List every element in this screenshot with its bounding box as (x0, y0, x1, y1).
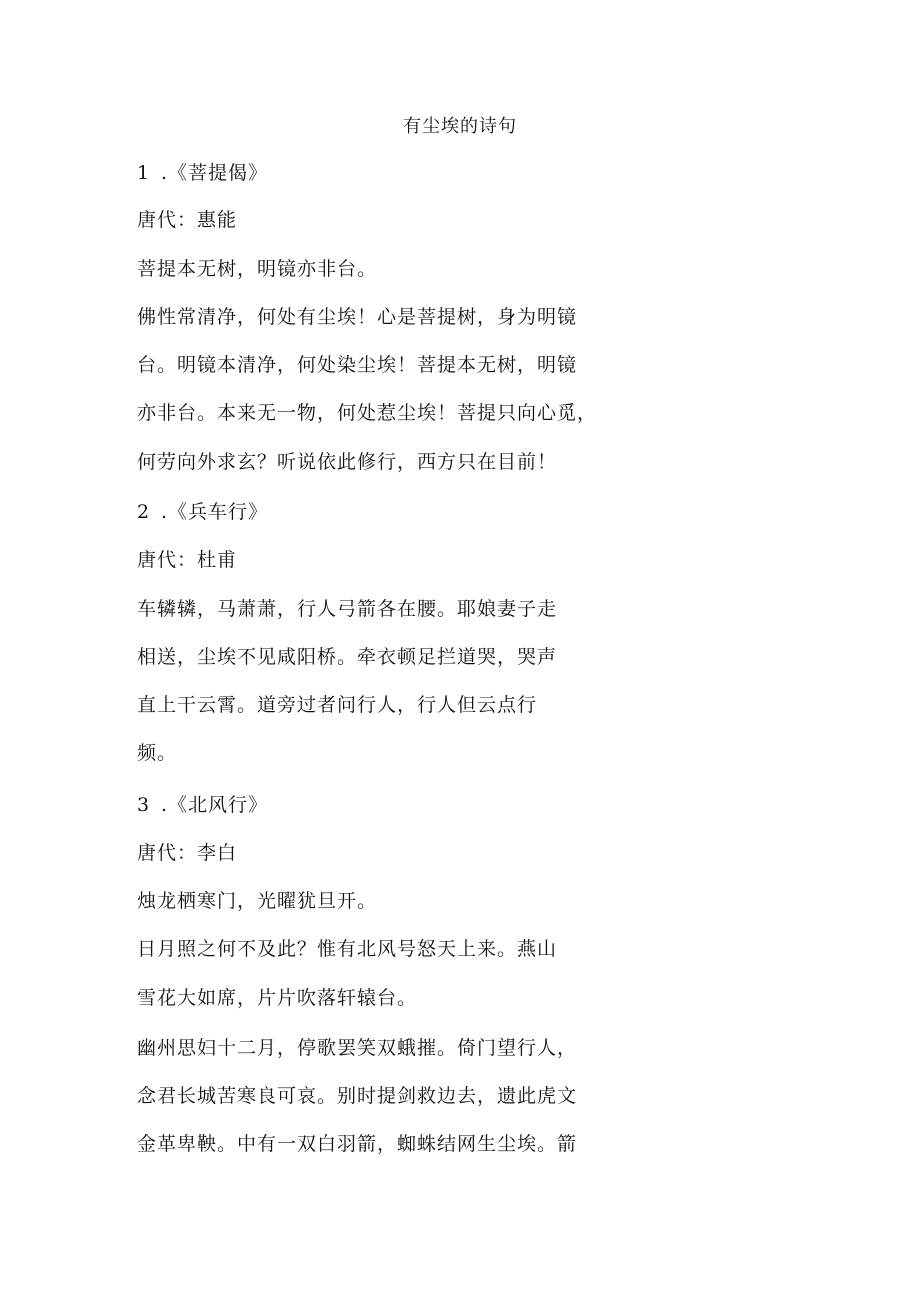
poem-title: .《兵车行》 (161, 501, 269, 523)
poem-number: 1 (137, 162, 151, 184)
poem-line: 相送，尘埃不见咸阳桥。牵衣顿足拦道哭，哭声 (137, 646, 558, 668)
poem-line: 菩提本无树，明镜亦非台。 (137, 258, 378, 280)
poem-line: 日月照之何不及此？惟有北风号怒天上来。燕山 (137, 938, 558, 960)
poem-author: 唐代：杜甫 (137, 549, 238, 571)
poem-heading (137, 161, 268, 185)
poem-author: 唐代：李白 (137, 842, 238, 864)
poem-number: 2 (137, 501, 151, 523)
poem-heading (137, 793, 268, 817)
poem-line: 频。 (137, 742, 178, 764)
poem-author: 唐代：惠能 (137, 209, 238, 231)
poem-line: 佛性常清净，何处有尘埃！心是菩提树，身为明镜 (137, 306, 578, 328)
poem-line: 幽州思妇十二月，停歌罢笑双蛾摧。倚门望行人， (137, 1037, 578, 1059)
poem-line: 台。明镜本清净，何处染尘埃！菩提本无树，明镜 (137, 354, 578, 376)
poem-line: 何劳向外求玄？听说依此修行，西方只在目前！ (137, 451, 558, 473)
poem-line: 金革卑鞅。中有一双白羽箭，蜘蛛结网生尘埃。箭 (137, 1133, 578, 1155)
poem-number: 3 (137, 794, 151, 816)
poem-line: 直上干云霄。道旁过者问行人，行人但云点行 (137, 694, 538, 716)
document-title: 有尘埃的诗句 (403, 116, 517, 137)
poem-line: 车辚辚，马萧萧，行人弓箭各在腰。耶娘妻子走 (137, 598, 558, 620)
poem-line: 亦非台。本来无一物，何处惹尘埃！菩提只向心觅， (137, 402, 598, 424)
poem-title: .《北风行》 (161, 794, 269, 816)
poem-line: 雪花大如席，片片吹落轩辕台。 (137, 987, 418, 1009)
poem-line: 念君长城苦寒良可哀。别时提剑救边去，遗此虎文 (137, 1085, 578, 1107)
poem-line: 烛龙栖寒门，光曜犹旦开。 (137, 890, 378, 912)
poem-heading (137, 500, 268, 524)
poem-title: .《菩提偈》 (161, 162, 269, 184)
